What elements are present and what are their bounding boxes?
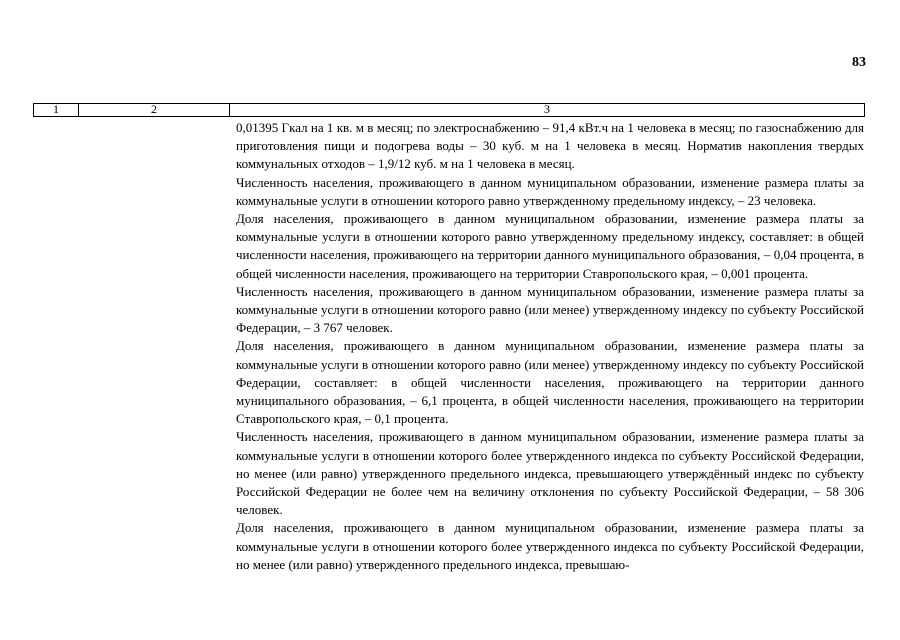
page-number: 83 [852, 55, 866, 70]
table-header-row [33, 103, 865, 117]
paragraph-norms-continuation: 0,01395 Гкал на 1 кв. м в месяц; по электроснабжению – 91,4 кВт.ч на 1 человека в месяц; по газоснабжению для приготовления пищи и подогрева воды – 30 куб. м на 1 человека в месяц. Норматив накопления твердых коммунальных отходов – 1,9/12 куб. м на 1 человека в месяц. [236, 120, 864, 172]
paragraph-population-below-index: Численность населения, проживающего в данном муниципальном образовании, изменение размера платы за коммунальные услуги в отношении которого равно (или менее) утвержденному индексу по субъекту Российской Федерации, – 3 767 человек. [236, 283, 864, 336]
paragraph-share-equal-limit: Доля населения, проживающего в данном муниципальном образовании, изменение размера платы за коммунальные услуги в отношении которого равно утвержденному предельному индексу, составляет: в общей численности населения, проживающего на территории данного муниципального образования, – 0,04 процента, в общей численности населения, проживающего на территории Ставропольского края, – 0,001 процента. [236, 211, 864, 281]
document-body [236, 119, 864, 574]
table-header-col-3: 3 [544, 102, 550, 116]
table-header-col-2: 2 [79, 104, 230, 116]
paragraph-share-below-index: Доля населения, проживающего в данном муниципальном образовании, изменение размера платы за коммунальные услуги в отношении которого равно (или менее) утвержденному индексу по субъекту Российской Федерации, составляет: в общей численности населения, проживающего на территории данного муниципального образования, – 6,1 процента, в общей численности населения, проживающего на территории Ставропольского края, – 0,1 процента. [236, 338, 864, 427]
paragraph-population-equal-limit: Численность населения, проживающего в данном муниципальном образовании, изменение размера платы за коммунальные услуги в отношении которого равно утвержденному предельному индексу, – 23 человека. [236, 174, 864, 208]
paragraph-share-above-index: Доля населения, проживающего в данном муниципальном образовании, изменение размера платы за коммунальные услуги в отношении которого более утвержденного индекса по субъекту Российской Федерации, но менее (или равно) утвержденного предельного индекса, превышаю- [236, 520, 864, 572]
table-header-col-1: 1 [34, 104, 79, 116]
paragraph-population-above-index: Численность населения, проживающего в данном муниципальном образовании, изменение размера платы за коммунальные услуги в отношении которого более утвержденного индекса по субъекту Российской Федерации, но менее (или равно) утвержденного предельного индекса, превышающего утверждённый индекс по субъекту Российской Федерации не более чем на величину отклонения по субъекту Российской Федерации, – 58 306 человек. [236, 429, 864, 518]
